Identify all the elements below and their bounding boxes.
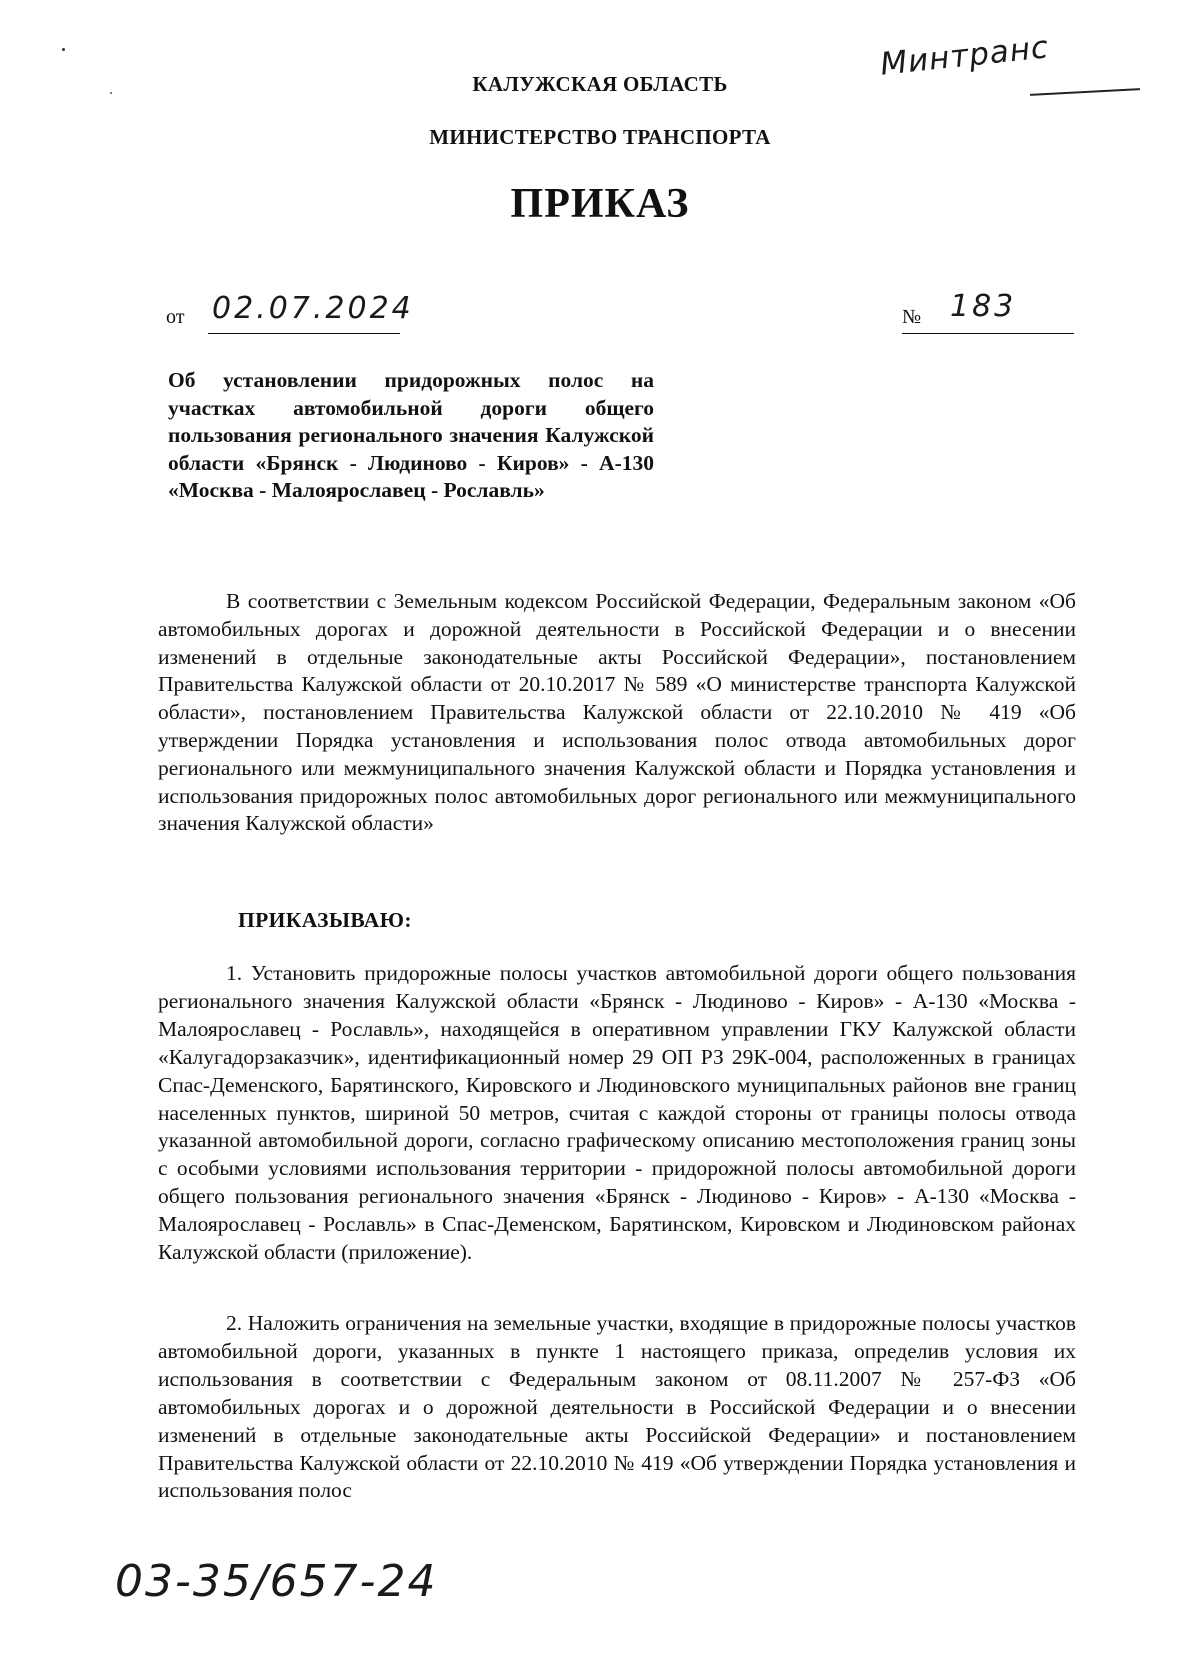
scan-speck: [62, 48, 65, 51]
ministry-heading: МИНИСТЕРСТВО ТРАНСПОРТА: [429, 125, 771, 149]
preamble-paragraph: В соответствии с Земельным кодексом Российской Федерации, Федеральным законом «Об автомобильных дорогах и дорожной деятельности в Российской Федерации и о внесении изменений в отдельные законодательные акты Российской Федерации», постановлением Правительства Калужской области от 20.10.2017 № 589 «О министерстве транспорта Калужской области», постановлением Правительства Калужской области от 22.10.2010 № 419 «Об утверждении Порядка установления и использования полос отвода автомобильных дорог регионального или межмуниципального значения Калужской области и Порядка установления и использования придорожных полос автомобильных дорог регионального или межмуниципального значения Калужской области»: [158, 589, 1076, 836]
order-subject: Об установлении придорожных полос на участках автомобильной дороги общего пользования регионального значения Калужской области «Брянск - Людиново - Киров» - А-130 «Москва - Малоярославец - Рославль»: [168, 368, 654, 502]
number-underline: [902, 333, 1074, 334]
order-directive: ПРИКАЗЫВАЮ:: [238, 908, 412, 932]
document-title: ПРИКАЗ: [510, 181, 690, 227]
handwritten-number: 183: [950, 289, 1017, 324]
handwritten-registration-number: 03-35/657-24: [115, 1556, 438, 1607]
region-heading: КАЛУЖСКАЯ ОБЛАСТЬ: [472, 72, 728, 96]
number-label: №: [902, 306, 922, 328]
date-label: от: [166, 306, 185, 328]
order-item-2: 2. Наложить ограничения на земельные участки, входящие в придорожные полосы участков автомобильной дороги, указанных в пункте 1 настоящего приказа, определив условия их использования в соответствии с Федеральным законом от 08.11.2007 № 257-ФЗ «Об автомобильных дорогах и о дорожной деятельности в Российской Федерации и о внесении изменений в отдельные законодательные акты Российской Федерации» и постановлением Правительства Калужской области от 22.10.2010 № 419 «Об утверждении Порядка установления и использования полос: [158, 1311, 1076, 1503]
handwritten-note: Минтранс: [878, 29, 1051, 83]
order-item-1: 1. Установить придорожные полосы участков автомобильной дороги общего пользования регионального значения Калужской области «Брянск - Людиново - Киров» - А-130 «Москва - Малоярославец - Рославль», находящейся в оперативном управлении ГКУ Калужской области «Калугадорзаказчик», идентификационный номер 29 ОП РЗ 29К-004, расположенных в границах Спас-Деменского, Барятинского, Кировского и Людиновского муниципальных районов вне границ населенных пунктов, шириной 50 метров, считая с каждой стороны от границы полосы отвода указанной автомобильной дороги, согласно графическому описанию местоположения границ зоны с особыми условиями использования территории - придорожной полосы автомобильной дороги общего пользования регионального значения «Брянск - Людиново - Киров» - А-130 «Москва - Малоярославец - Рославль» в Спас-Деменском, Барятинском, Кировском и Людиновском районах Калужской области (приложение).: [158, 961, 1076, 1265]
date-underline: [208, 333, 400, 334]
handwritten-date: 02.07.2024: [212, 291, 414, 326]
